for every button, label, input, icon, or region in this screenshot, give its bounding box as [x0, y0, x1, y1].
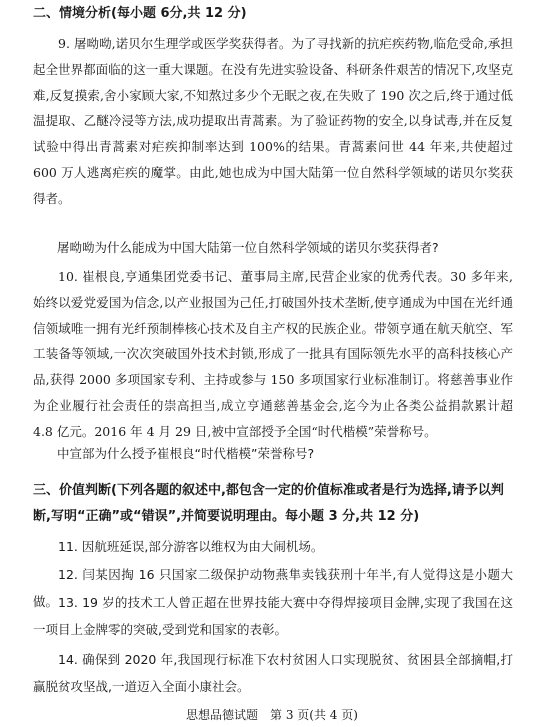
question-10-prompt: 中宣部为什么授予崔根良“时代楷模”荣誉称号?	[57, 446, 315, 461]
item-12: 12. 闫某因掏 16 只国家二级保护动物燕隼卖钱获刑十年半,有人觉得这是小题大做。	[33, 567, 513, 609]
item-13: 13. 19 岁的技术工人曾正超在世界技能大赛中夺得焊接项目金牌,实现了我国在这一项目上金牌零的突破,受到党和国家的表彰。	[33, 595, 513, 637]
page-footer: 思想品德试题 第 3 页(共 4 页)	[186, 708, 358, 722]
item-14: 14. 确保到 2020 年,我国现行标准下农村贫困人口实现脱贫、贫困县全部摘帽,打赢脱贫攻坚战,一道迈入全面小康社会。	[33, 652, 513, 694]
section-three-heading: 三、价值判断(下列各题的叙述中,都包含一定的价值标准或者是行为选择,请予以判断,写明“正确”或“错误”,并简要说明理由。每小题 3 分,共 12 分)	[33, 483, 504, 524]
question-9-passage: 9. 屠呦呦,诺贝尔生理学或医学奖获得者。为了寻找新的抗疟疾药物,临危受命,承担起全世界都面临的这一重大课题。在没有先进实验设备、科研条件艰苦的情况下,攻坚克难,反复摸索,舍小家顾大家,不知熬过多少个无眠之夜,在失败了 190 次之后,终于通过低温提取、乙醚冷浸等方法,成功提取出青蒿素。为了验证药物的安全,以身试毒,并在反复试验中得出青蒿素对疟疾抑制率达到 100%的结果。青蒿素问世 44 年来,共使超过 600 万人逃离疟疾的魔掌。由此,她也成为中国大陆第一位自然科学领域的诺贝尔奖获得者。	[33, 36, 513, 206]
section-two-heading: 二、情境分析(每小题 6分,共 12 分)	[33, 6, 247, 21]
item-11: 11. 因航班延误,部分游客以维权为由大闹机场。	[58, 539, 324, 554]
question-10-passage: 10. 崔根良,亨通集团党委书记、董事局主席,民营企业家的优秀代表。30 多年来,始终以爱党爱国为信念,以产业报国为己任,打破国外技术垄断,使亨通成为中国在光纤通信领域唯一拥有光纤预制棒核心技术及自主产权的民族企业。带领亨通在航天航空、军工装备等领域,一次次突破国外技术封锁,形成了一批具有国际领先水平的高科技核心产品,获得 2000 多项国家专利、主持或参与 150 多项国家行业标准制订。将慈善事业作为企业履行社会责任的崇高担当,成立亨通慈善基金会,迄今为止各类公益捐款累计超 4.8 亿元。2016 年 4 月 29 日,被中宣部授予全国“时代楷模”荣誉称号。	[33, 269, 513, 439]
question-9-prompt: 屠呦呦为什么能成为中国大陆第一位自然科学领域的诺贝尔奖获得者?	[57, 240, 439, 255]
